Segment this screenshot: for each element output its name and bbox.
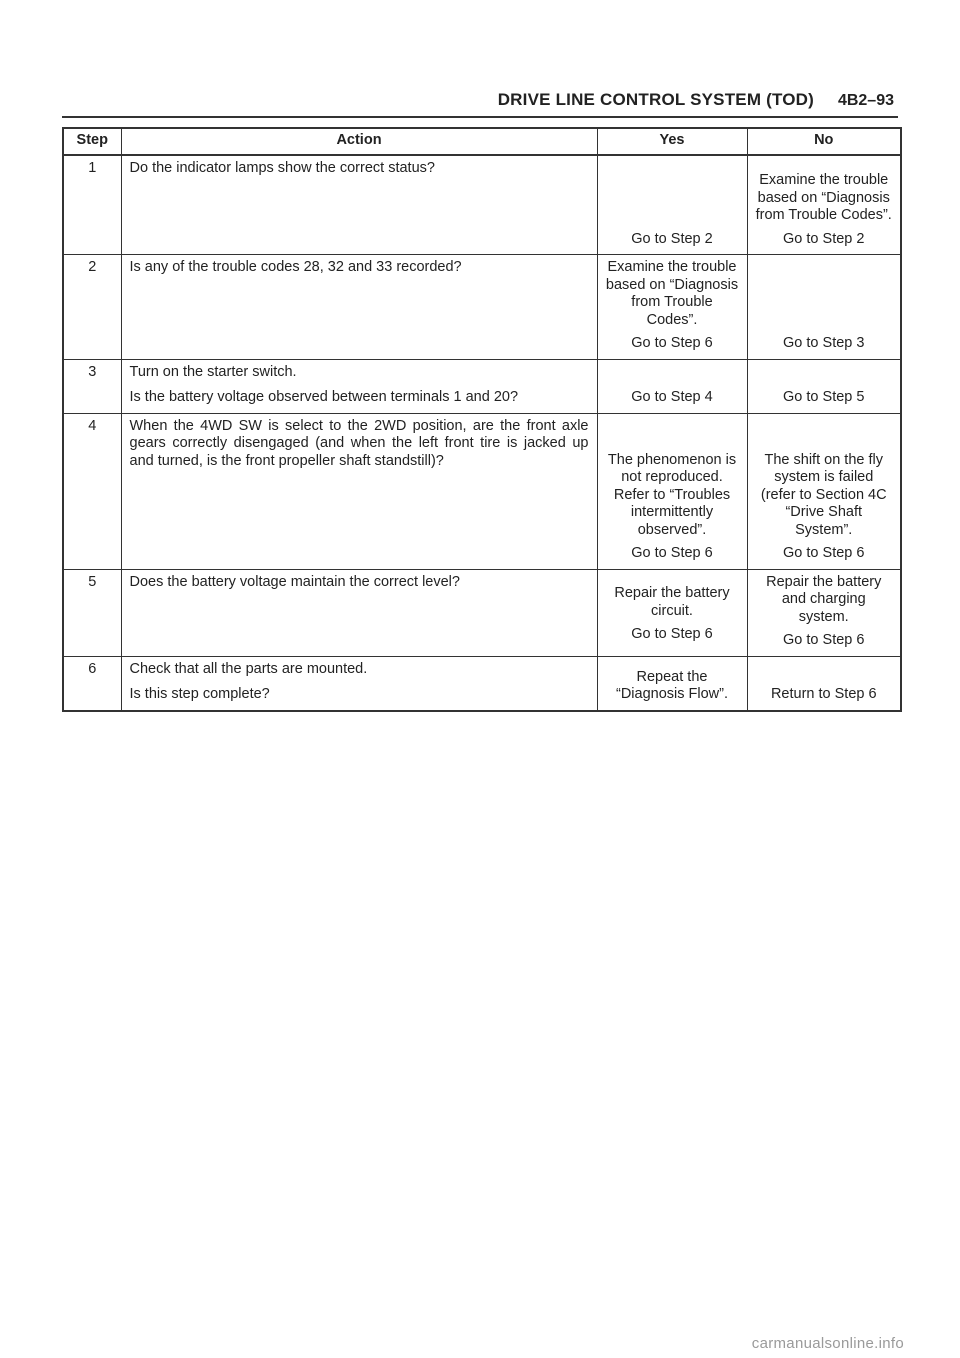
column-header-no: No <box>747 128 901 155</box>
no-cell <box>747 359 901 413</box>
page-header <box>62 88 898 118</box>
step-number: 3 <box>63 359 121 413</box>
step-number: 5 <box>63 569 121 656</box>
yes-cell <box>597 413 747 569</box>
no-cell <box>747 413 901 569</box>
action-cell <box>121 569 597 656</box>
yes-goto: Go to Step 4 <box>631 389 713 405</box>
table-row <box>63 413 901 569</box>
step-number: 1 <box>63 155 121 255</box>
action-cell <box>121 656 597 711</box>
no-goto: Go to Step 2 <box>783 230 865 247</box>
yes-text: Go to Step 2 <box>631 230 713 247</box>
no-goto: Go to Step 6 <box>783 545 865 561</box>
no-cell <box>747 155 901 255</box>
action-text: Is any of the trouble codes 28, 32 and 33 recorded? <box>129 259 462 275</box>
diagnosis-table <box>62 127 902 712</box>
page-title: DRIVE LINE CONTROL SYSTEM (TOD) <box>497 90 814 109</box>
no-goto: Return to Step 6 <box>770 686 877 702</box>
no-text: The shift on the fly system is failed (refer to Section 4C “Drive Shaft System”. <box>760 451 887 538</box>
yes-goto: Go to Step 6 <box>631 335 713 351</box>
action-cell <box>121 155 597 255</box>
table-row <box>63 255 901 360</box>
action-text: Does the battery voltage maintain the correct level? <box>129 573 460 590</box>
table-header-row <box>63 128 901 155</box>
yes-text: Examine the trouble based on “Diagnosis from Trouble Codes”. <box>605 259 739 328</box>
yes-goto: Go to Step 6 <box>631 545 713 561</box>
column-header-step: Step <box>63 128 121 155</box>
yes-text: Repair the battery circuit. <box>614 585 730 619</box>
yes-text: Repeat the “Diagnosis Flow”. <box>616 668 728 702</box>
watermark-text: carmanualsonline.info <box>751 1335 904 1352</box>
no-cell <box>747 569 901 656</box>
yes-cell <box>597 359 747 413</box>
step-number: 2 <box>63 255 121 360</box>
action-question: Is the battery voltage observed between terminals 1 and 20? <box>129 389 519 405</box>
yes-text: The phenomenon is not reproduced. Refer to “Troubles intermittently observed”. <box>607 451 737 538</box>
no-text: Repair the battery and charging system. <box>766 573 882 625</box>
page-number: 4B2–93 <box>837 92 894 109</box>
step-number: 4 <box>63 413 121 569</box>
action-question: Is this step complete? <box>129 686 270 702</box>
yes-goto: Go to Step 6 <box>631 626 713 642</box>
table-row <box>63 656 901 711</box>
column-header-yes: Yes <box>597 128 747 155</box>
action-cell <box>121 359 597 413</box>
no-cell <box>747 255 901 360</box>
column-header-action: Action <box>121 128 597 155</box>
yes-cell <box>597 656 747 711</box>
table-row <box>63 155 901 255</box>
action-text: Turn on the starter switch. <box>129 363 297 380</box>
table-row <box>63 569 901 656</box>
no-text: Examine the trouble based on “Diagnosis from Trouble Codes”. <box>755 172 892 223</box>
no-cell <box>747 656 901 711</box>
step-number: 6 <box>63 656 121 711</box>
no-goto: Go to Step 3 <box>783 335 865 351</box>
action-cell <box>121 413 597 569</box>
yes-cell <box>597 155 747 255</box>
no-goto: Go to Step 5 <box>783 389 865 405</box>
action-text: Do the indicator lamps show the correct status? <box>129 159 435 176</box>
no-goto: Go to Step 6 <box>783 632 865 648</box>
action-cell <box>121 255 597 360</box>
table-row <box>63 359 901 413</box>
action-text: When the 4WD SW is select to the 2WD position, are the front axle gears correctly disengaged (and when the left front tire is jacked up and turned, is the front propeller shaft standstill)? <box>129 417 589 469</box>
yes-cell <box>597 255 747 360</box>
yes-cell <box>597 569 747 656</box>
action-text: Check that all the parts are mounted. <box>129 660 368 677</box>
